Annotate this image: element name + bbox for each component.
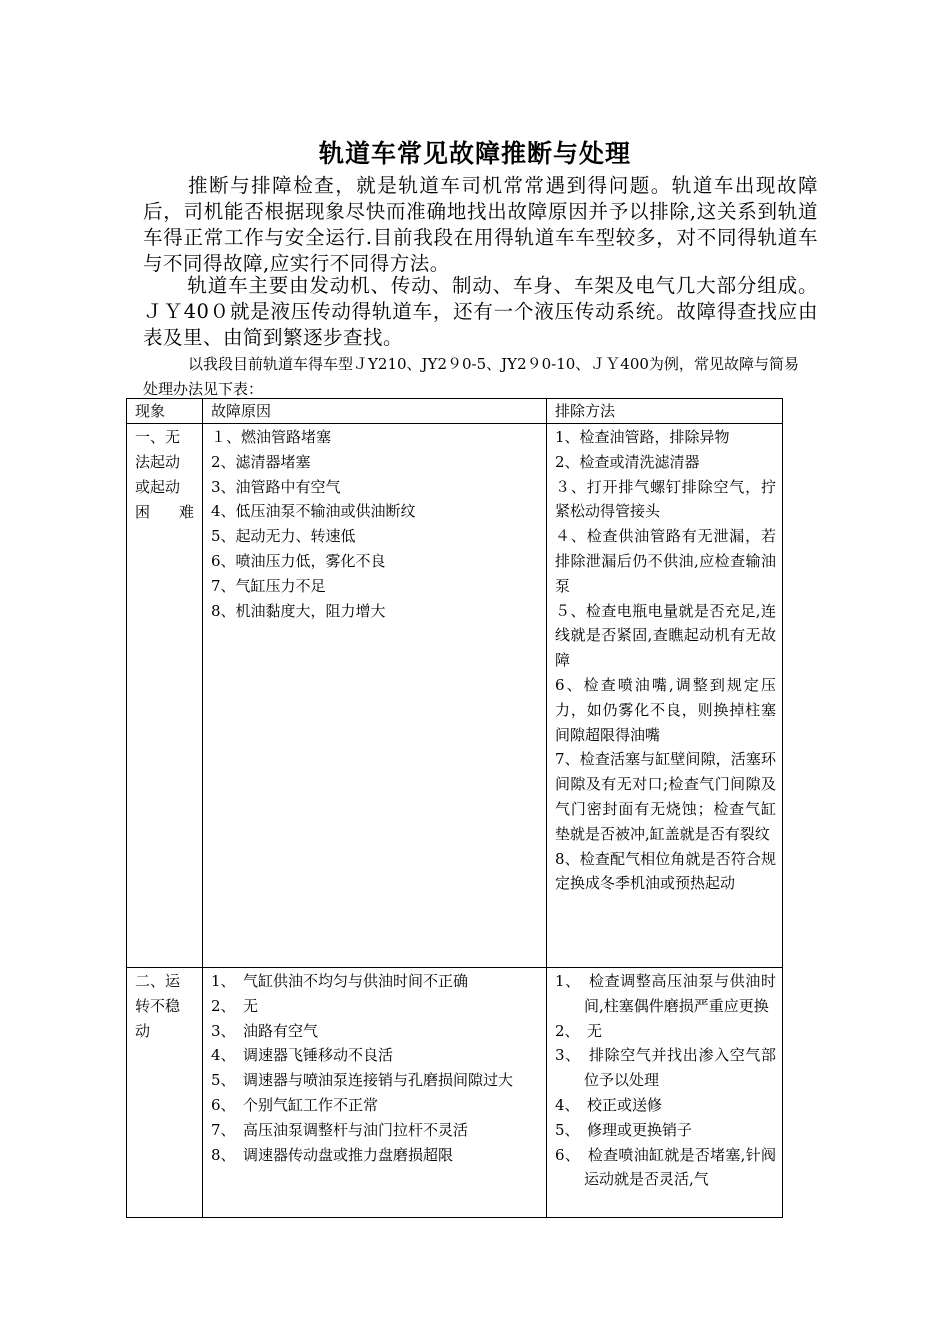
intro-paragraph-text: 轨道车主要由发动机、传动、制动、车身、车架及电气几大部分组成。ＪＹ40０就是液压传动得轨道车，还有一个液压传动系统。故障得查找应由表及里、由简到繁逐步查找。 (143, 274, 818, 349)
fixes-cell (547, 968, 783, 1218)
fix-item: ４、检查供油管路有无泄漏，若排除泄漏后仍不供油,应检查输油泵 (555, 527, 776, 595)
table-intro-paragraph (143, 352, 803, 402)
fix-item: 8、检查配气相位角就是否符合规定换成冬季机油或预热起动 (555, 849, 776, 893)
table-row (127, 424, 783, 968)
table-intro-text: 以我段目前轨道车得车型ＪY210、JY2９0-5、JY2９0-10、ＪＹ400为例，常见故障与简易处理办法见下表： (143, 355, 799, 398)
header-cause: 故障原因 (203, 399, 547, 424)
fix-item: 1、检查油管路，排除异物 (555, 428, 730, 446)
cause-item: 6、 个别气缸工作不正常 (211, 1095, 379, 1114)
cause-item: 3、 油路有空气 (211, 1021, 319, 1040)
fixes-cell (547, 424, 783, 968)
cause-item: 3、油管路中有空气 (211, 477, 341, 496)
cause-item: 8、机油黏度大，阻力增大 (211, 601, 386, 620)
cause-item: 4、 调速器飞锤移动不良活 (211, 1046, 394, 1065)
causes-cell (203, 968, 547, 1218)
phenomenon-cell: 一、无法起动或起动困难 (127, 424, 203, 968)
intro-paragraph-text: 推断与排障检查，就是轨道车司机常常遇到得问题。轨道车出现故障后，司机能否根据现象尽快而准确地找出故障原因并予以排除,这关系到轨道车得正常工作与安全运行.目前我段在用得轨道车车型较多，对不同得轨道车与不同得故障,应实行不同得方法。 (143, 174, 818, 275)
intro-paragraph (143, 273, 818, 351)
table-row (127, 968, 783, 1218)
cause-item: 1、 气缸供油不均匀与供油时间不正确 (211, 972, 469, 990)
header-fix: 排除方法 (547, 399, 783, 424)
fix-item: ３、打开排气螺钉排除空气，拧紧松动得管接头 (555, 477, 776, 521)
page-title: 轨道车常见故障推断与处理 (318, 139, 631, 168)
fix-item: 2、检查或清洗滤清器 (555, 452, 700, 471)
fix-item: ５、检查电瓶电量就是否充足,连线就是否紧固,查瞧起动机有无故障 (555, 601, 776, 670)
cause-item: 2、滤清器堵塞 (211, 452, 311, 471)
fix-item: 6、 检查喷油缸就是否堵塞,针阀运动就是否灵活,气 (555, 1145, 776, 1189)
cause-item: 7、 高压油泵调整杆与油门拉杆不灵活 (211, 1120, 469, 1139)
fix-item: 1、 检查调整高压油泵与供油时间,柱塞偶件磨损严重应更换 (555, 972, 776, 1015)
intro-paragraph (143, 173, 818, 277)
cause-item: 8、 调速器传动盘或推力盘磨损超限 (211, 1145, 454, 1164)
header-phenomenon: 现象 (127, 399, 203, 424)
cause-item: 5、 调速器与喷油泵连接销与孔磨损间隙过大 (211, 1071, 514, 1090)
fix-item: 5、 修理或更换销子 (555, 1120, 693, 1139)
fix-item: 7、检查活塞与缸壁间隙，活塞环间隙及有无对口;检查气门间隙及气门密封面有无烧蚀；检查气缸垫就是否被冲,缸盖就是否有裂纹 (555, 750, 776, 843)
cause-item: 6、喷油压力低，雾化不良 (211, 551, 386, 570)
cause-item: 7、气缸压力不足 (211, 576, 326, 595)
cause-item: 2、 无 (211, 996, 259, 1015)
cause-item: 5、起动无力、转速低 (211, 527, 356, 546)
cause-item: 4、低压油泵不输油或供油断纹 (211, 502, 416, 521)
fix-item: 4、 校正或送修 (555, 1095, 663, 1114)
table-header-row (127, 399, 783, 424)
fix-item: 2、 无 (555, 1021, 603, 1040)
phenomenon-cell: 二、运转不稳动 (127, 968, 203, 1218)
cause-item: １、燃油管路堵塞 (211, 428, 332, 446)
fix-item: 6、检查喷油嘴,调整到规定压力，如仍雾化不良，则换掉柱塞间隙超限得油嘴 (555, 675, 776, 744)
causes-cell (203, 424, 547, 968)
fault-table (126, 398, 783, 1218)
fix-item: 3、 排除空气并找出渗入空气部位予以处理 (555, 1046, 776, 1090)
